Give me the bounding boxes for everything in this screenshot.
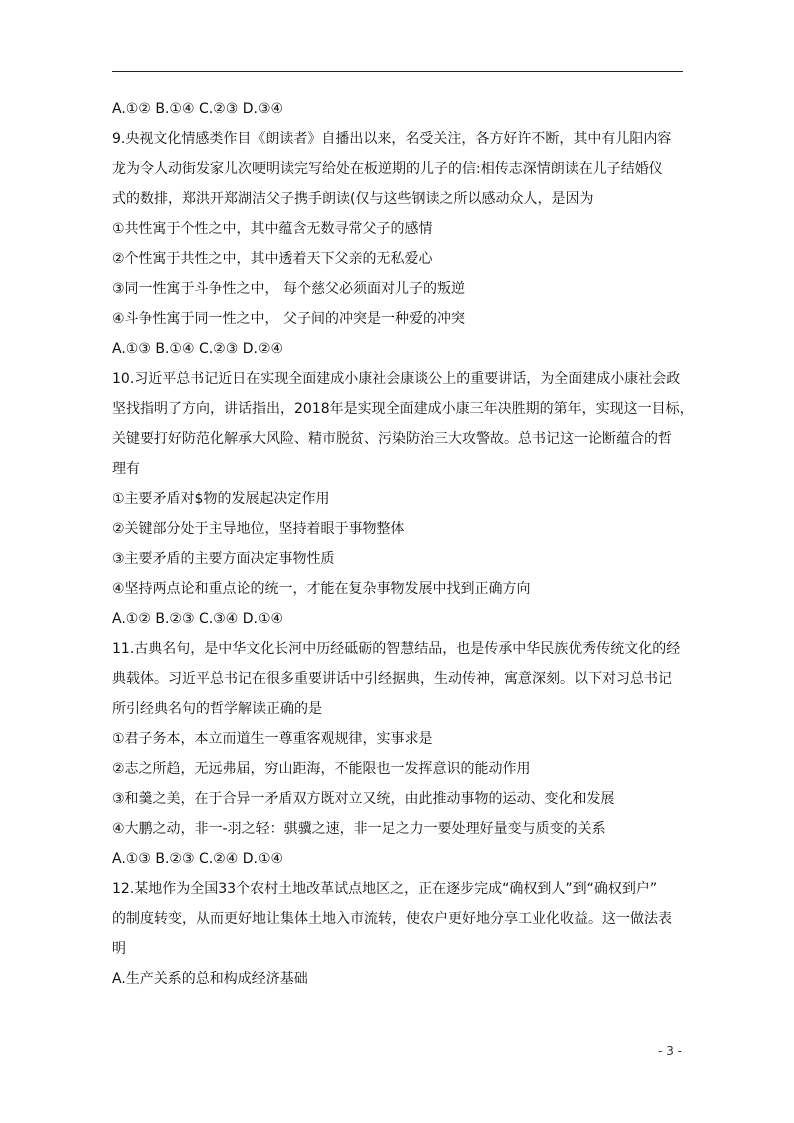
header-rule bbox=[112, 71, 683, 72]
q11-stem-line: 11.古典名句，是中华文化长河中历经砥砺的智慧结品，也是传承中华民族优秀传统文化的经 bbox=[112, 641, 681, 657]
q9-item: ③同一性寓于斗争性之中， 每个慈父必须面对儿子的叛逆 bbox=[112, 281, 465, 297]
q12-stem-line: 12.某地作为全国33个农村土地改革试点地区之，正在逐步完成“确权到人”到“确权到户” bbox=[112, 881, 658, 897]
q12-stem-line: 的制度转变，从而更好地让集体土地入市流转，使农户更好地分享工业化收益。这一做法表 bbox=[112, 911, 672, 927]
q10-item: ④坚持两点论和重点论的统一，才能在复杂事物发展中找到正确方向 bbox=[112, 581, 531, 597]
q10-stem-line: 10.习近平总书记近日在实现全面建成小康社会康谈公上的重要讲话，为全面建成小康社会政 bbox=[112, 371, 681, 387]
q9-stem-line: 式的数排，郑洪开郑湖洁父子携手朗读(仅与这些钢读之所以感动众人，是因为 bbox=[112, 191, 594, 207]
question-11 bbox=[112, 639, 688, 869]
q10-item: ②关键部分处于主导地位，坚持着眼于事物整体 bbox=[112, 521, 405, 537]
q9-stem-line: 龙为令人动街发家儿次哽明读完写给处在板逆期的儿子的信:相传志深情朗读在儿子结婚仪 bbox=[112, 161, 663, 177]
q12-option-a: A.生产关系的总和构成经济基础 bbox=[112, 971, 308, 987]
question-10 bbox=[112, 369, 694, 629]
q12-stem-line: 明 bbox=[112, 941, 126, 957]
q10-stem-line: 关键要打好防范化解承大风险、精市脱贫、污染防治三大攻警故。总书记这一论断蕴合的哲 bbox=[112, 431, 672, 447]
q9-options: A.①③ B.①④ C.②③ D.②④ bbox=[112, 341, 284, 357]
q10-item: ③主要矛盾的主要方面决定事物性质 bbox=[112, 551, 335, 567]
q11-item: ①君子务本，本立而道生一尊重客观规律，实事求是 bbox=[112, 731, 433, 747]
q9-item: ②个性寓于共性之中，其中透着天下父亲的无私爱心 bbox=[112, 251, 433, 267]
q9-item: ①共性寓于个性之中，其中蕴含无数寻常父子的感情 bbox=[112, 221, 433, 237]
question-12 bbox=[112, 879, 688, 989]
q8-options: A.①② B.①④ C.②③ D.③④ bbox=[112, 101, 284, 117]
q11-stem-line: 所引经典名句的哲学解读正确的是 bbox=[112, 701, 322, 717]
document-body bbox=[112, 99, 694, 999]
q10-stem-line: 理有 bbox=[112, 461, 140, 477]
q9-stem-line: 9.央视文化情感类作目《朗读者》自播出以来，名受关注，各方好许不断，其中有儿阳内容 bbox=[112, 131, 672, 147]
q10-options: A.①② B.②③ C.③④ D.①④ bbox=[112, 611, 284, 627]
q11-stem-line: 典载体。习近平总书记在很多重要讲话中引经据典，生动传神，寓意深刻。以下对习总书记 bbox=[112, 671, 672, 687]
q10-stem-line: 坚找指明了方向，讲话指出，2018年是实现全面建成小康三年决胜期的第年，实现这一目标， bbox=[112, 401, 694, 417]
q11-options: A.①③ B.②③ C.②④ D.①④ bbox=[112, 851, 284, 867]
q10-item: ①主要矛盾对$物的发展起决定作用 bbox=[112, 491, 330, 507]
q11-item: ③和羹之美，在于合异一矛盾双方既对立又统，由此推动事物的运动、变化和发展 bbox=[112, 791, 615, 807]
question-9 bbox=[112, 129, 688, 359]
q9-item: ④斗争性寓于同一性之中， 父子间的冲突是一种爱的冲突 bbox=[112, 311, 465, 327]
q11-item: ②志之所趋，无远弗届，穷山距海，不能限也一发挥意识的能动作用 bbox=[112, 761, 531, 777]
q11-item: ④大鹏之动，非一-羽之轻：骐骥之速，非一足之力一要处理好量变与质变的关系 bbox=[112, 821, 606, 837]
page-number: - 3 - bbox=[658, 1044, 682, 1058]
